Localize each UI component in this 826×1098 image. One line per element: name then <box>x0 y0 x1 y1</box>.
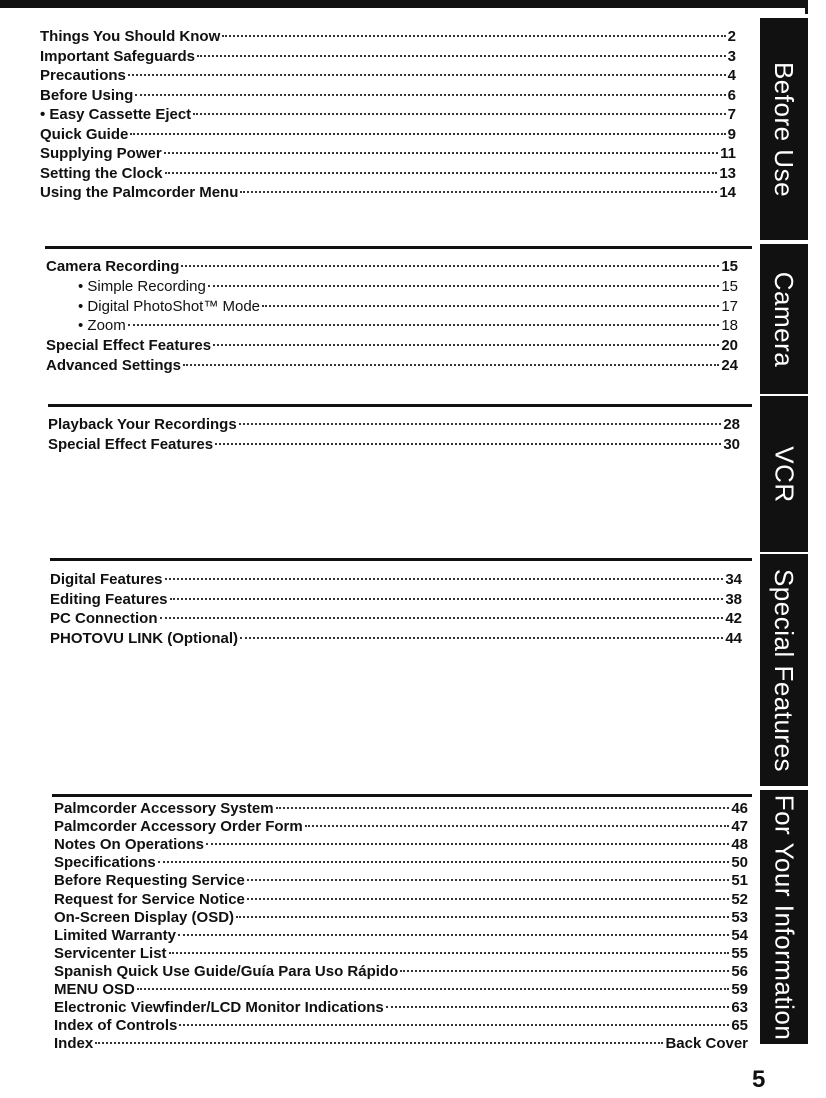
toc-entry-label: Advanced Settings <box>46 357 182 374</box>
toc-entry[interactable] <box>54 818 748 838</box>
toc-entry-page: 15 <box>721 277 738 295</box>
toc-entry[interactable] <box>40 67 736 87</box>
section-tab-for-your-information[interactable] <box>760 790 808 1044</box>
section-divider <box>52 794 752 797</box>
toc-entry-label: • Digital PhotoShot™ Mode <box>78 297 261 315</box>
dot-leader <box>160 617 724 619</box>
toc-entry-label: Things You Should Know <box>40 28 221 45</box>
toc-entry-label: PC Connection <box>50 610 158 627</box>
toc-entry[interactable] <box>48 436 740 456</box>
toc-entry[interactable] <box>54 999 748 1019</box>
dot-leader <box>128 74 726 76</box>
toc-entry-label: • Easy Cassette Eject <box>40 106 192 123</box>
dot-leader <box>179 1024 729 1026</box>
toc-entry-label: Specifications <box>54 854 156 872</box>
toc-entry-label: Digital Features <box>50 571 163 588</box>
toc-entry-page: 18 <box>721 317 738 335</box>
dot-leader <box>193 113 725 115</box>
toc-entry[interactable] <box>46 258 738 278</box>
dot-leader <box>213 344 719 346</box>
dot-leader <box>183 364 719 366</box>
toc-entry[interactable] <box>40 48 736 68</box>
dot-leader <box>215 443 721 445</box>
toc-entry[interactable] <box>54 909 748 929</box>
toc-entry-label: Precautions <box>40 67 126 84</box>
section-tab-special-features[interactable] <box>760 554 808 786</box>
toc-entry-page: 44 <box>725 629 742 647</box>
toc-entry-label: Notes On Operations <box>54 836 205 854</box>
toc-entry-page: 56 <box>731 962 748 980</box>
toc-entry-label: Limited Warranty <box>54 926 176 944</box>
toc-entry[interactable] <box>40 145 736 165</box>
toc-entry-label: Request for Service Notice <box>54 890 245 908</box>
toc-entry-page: 9 <box>727 125 736 143</box>
toc-entry-label: Spanish Quick Use Guide/Guía Para Uso Rápido <box>54 962 399 980</box>
toc-entry-page: 2 <box>727 28 736 45</box>
dot-leader <box>165 172 718 174</box>
toc-entry[interactable] <box>40 126 736 146</box>
toc-entry[interactable] <box>54 963 748 983</box>
top-border <box>0 0 808 8</box>
toc-entry[interactable] <box>46 357 738 377</box>
toc-entry-page: 24 <box>721 357 738 374</box>
toc-entry-page: 54 <box>731 926 748 944</box>
dot-leader <box>222 35 725 37</box>
dot-leader <box>178 934 729 936</box>
toc-entry[interactable] <box>40 184 736 204</box>
toc-entry-page: 48 <box>731 836 748 854</box>
toc-entry-page: 4 <box>727 67 736 84</box>
toc-entry[interactable] <box>54 981 748 1001</box>
section-tab-vcr[interactable] <box>760 396 808 552</box>
dot-leader <box>247 879 729 881</box>
section-tab-label: Camera <box>769 271 800 367</box>
dot-leader <box>305 825 730 827</box>
toc-entry-page: 15 <box>721 258 738 275</box>
dot-leader <box>262 305 719 307</box>
toc-entry[interactable] <box>50 610 742 630</box>
toc-entry[interactable] <box>50 571 742 591</box>
toc-entry-label: Camera Recording <box>46 258 180 275</box>
toc-entry[interactable] <box>48 416 740 436</box>
toc-entry-label: • Simple Recording <box>78 277 206 295</box>
dot-leader <box>130 133 725 135</box>
toc-entry-page: 14 <box>719 184 736 201</box>
dot-leader <box>400 970 729 972</box>
toc-entry-page: 47 <box>731 818 748 836</box>
toc-entry-label: Setting the Clock <box>40 164 163 182</box>
section-tab-label: Before Use <box>769 61 800 197</box>
dot-leader <box>206 843 729 845</box>
dot-leader <box>240 637 723 639</box>
toc-entry[interactable] <box>40 106 736 126</box>
toc-entry-label: Special Effect Features <box>46 337 212 355</box>
dot-leader <box>135 94 725 96</box>
section-tab-camera[interactable] <box>760 244 808 394</box>
toc-entry-page: 63 <box>731 999 748 1017</box>
toc-entry-page: 38 <box>725 590 742 608</box>
toc-entry[interactable] <box>54 891 748 911</box>
page-number: 5 <box>752 1066 766 1093</box>
section-divider <box>45 246 752 249</box>
toc-entry-page: 20 <box>721 337 738 355</box>
toc-entry[interactable] <box>54 1017 748 1037</box>
toc-entry[interactable] <box>54 854 748 874</box>
toc-entry-page: 11 <box>720 145 736 162</box>
section-tab-label: VCR <box>769 445 800 503</box>
toc-entry-label: Using the Palmcorder Menu <box>40 184 239 201</box>
toc-entry-label: Before Using <box>40 86 134 104</box>
toc-entry-page: 30 <box>723 435 740 453</box>
toc-entry-page: Back Cover <box>665 1035 748 1053</box>
toc-entry[interactable] <box>78 298 738 318</box>
dot-leader <box>208 285 720 287</box>
toc-entry[interactable] <box>40 28 736 48</box>
toc-entry[interactable] <box>40 165 736 185</box>
toc-entry[interactable] <box>54 1035 748 1055</box>
toc-entry-label: Supplying Power <box>40 145 162 162</box>
dot-leader <box>247 898 729 900</box>
toc-entry-label: Playback Your Recordings <box>48 416 237 433</box>
dot-leader <box>197 55 726 57</box>
section-tab-before-use[interactable] <box>760 18 808 240</box>
toc-entry[interactable] <box>54 927 748 947</box>
toc-entry-page: 3 <box>727 47 736 65</box>
toc-entry[interactable] <box>54 836 748 856</box>
toc-entry-label: MENU OSD <box>54 981 135 998</box>
toc-entry-page: 6 <box>727 86 736 104</box>
toc-entry[interactable] <box>54 800 748 820</box>
toc-entry[interactable] <box>50 630 742 650</box>
toc-entry-page: 28 <box>723 416 740 433</box>
toc-entry[interactable] <box>78 278 738 298</box>
dot-leader <box>158 861 730 863</box>
dot-leader <box>164 152 718 154</box>
toc-entry-label: Important Safeguards <box>40 47 196 65</box>
toc-entry-label: Quick Guide <box>40 125 129 143</box>
toc-entry-page: 34 <box>725 571 742 588</box>
section-tab-label: For Your Information <box>769 794 800 1040</box>
toc-entry-label: Palmcorder Accessory System <box>54 800 274 817</box>
toc-entry-page: 51 <box>731 872 748 890</box>
toc-entry[interactable] <box>40 87 736 107</box>
toc-entry-page: 50 <box>731 854 748 872</box>
toc-entry-page: 55 <box>731 944 748 962</box>
toc-entry-label: On-Screen Display (OSD) <box>54 908 235 926</box>
dot-leader <box>239 423 722 425</box>
section-divider <box>50 558 752 561</box>
toc-entry-page: 17 <box>721 297 738 315</box>
toc-entry-page: 53 <box>731 908 748 926</box>
dot-leader <box>236 916 729 918</box>
toc-entry[interactable] <box>54 945 748 965</box>
dot-leader <box>165 578 724 580</box>
right-border <box>805 0 808 14</box>
toc-entry-label: Index <box>54 1035 94 1053</box>
toc-entry-page: 42 <box>725 610 742 627</box>
toc-entry-label: Before Requesting Service <box>54 872 245 890</box>
dot-leader <box>170 598 724 600</box>
toc-entry-label: Electronic Viewfinder/LCD Monitor Indications <box>54 999 384 1017</box>
dot-leader <box>386 1006 730 1008</box>
dot-leader <box>128 324 720 326</box>
toc-entry[interactable] <box>46 337 738 357</box>
dot-leader <box>169 952 730 954</box>
dot-leader <box>240 191 717 193</box>
toc-entry-page: 46 <box>731 800 748 817</box>
toc-entry[interactable] <box>50 591 742 611</box>
section-tab-label: Special Features <box>769 568 800 772</box>
toc-entry-page: 7 <box>727 106 736 123</box>
toc-entry-label: Special Effect Features <box>48 435 214 453</box>
toc-entry-label: Servicenter List <box>54 944 167 962</box>
toc-entry-label: Editing Features <box>50 590 168 608</box>
toc-entry-page: 13 <box>719 164 736 182</box>
toc-entry-label: Palmcorder Accessory Order Form <box>54 818 303 836</box>
dot-leader <box>95 1042 663 1044</box>
toc-entry[interactable] <box>78 317 738 337</box>
toc-entry-page: 59 <box>731 981 748 998</box>
section-divider <box>48 404 752 407</box>
dot-leader <box>181 265 719 267</box>
toc-entry[interactable] <box>54 872 748 892</box>
toc-entry-label: Index of Controls <box>54 1017 178 1035</box>
toc-entry-page: 52 <box>731 890 748 908</box>
toc-entry-label: • Zoom <box>78 317 126 335</box>
dot-leader <box>137 988 729 990</box>
toc-entry-page: 65 <box>731 1017 748 1035</box>
toc-entry-label: PHOTOVU LINK (Optional) <box>50 629 239 647</box>
dot-leader <box>276 807 730 809</box>
